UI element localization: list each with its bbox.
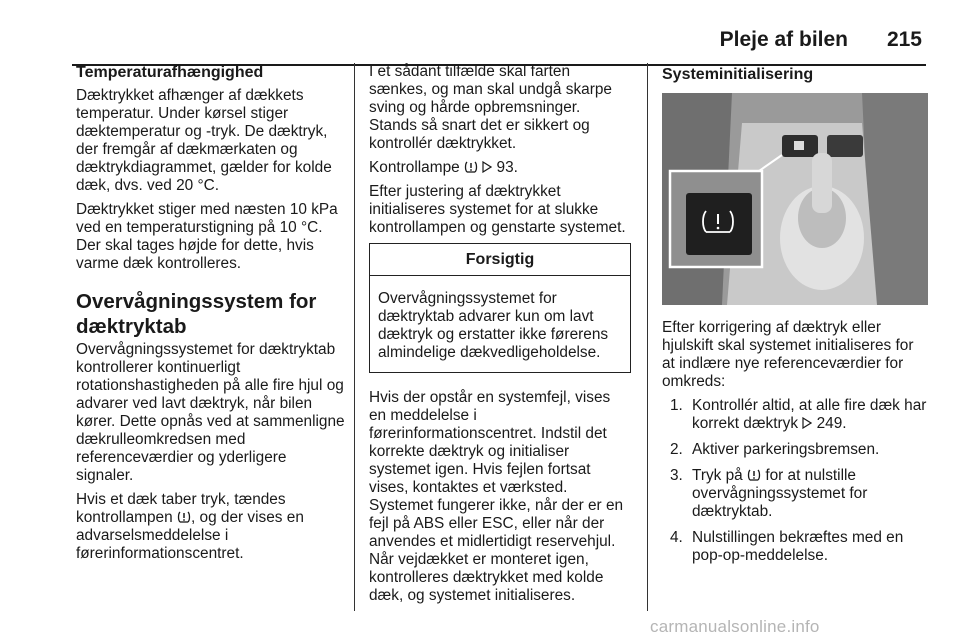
- list-item: 2. Aktiver parkeringsbremsen.: [670, 441, 880, 458]
- page-reference[interactable]: 93.: [496, 159, 518, 176]
- paragraph: Hvis der opstår en systemfejl, vises en meddelelse i førerinformationscentret. Indstil det korrekte dæktryk og initialiser systemet igen. Hvis fejlen fortsat vises, kontaktes et værksted. Systemet fungerer ikke, når der er en fejl på ABS eller ESC, eller når der anvendes et midlertidigt reservehjul. Når vejdækket er monteret igen, kontrolleres dæktrykket med kolde dæk, og systemet initialiseres.: [369, 389, 624, 604]
- caution-text: Overvågningssystemet for dæktryktab advarer kun om lavt dæktryk og erstatter ikke førerens almindelige dækvedligeholdelse.: [378, 290, 609, 361]
- paragraph: Kontrollampe 93.: [369, 159, 518, 176]
- page-reference[interactable]: 249.: [816, 415, 847, 432]
- column-1: [76, 63, 348, 569]
- column-2: [369, 63, 631, 611]
- column-divider-2: [647, 63, 648, 611]
- heading-temperature: Temperaturafhængighed: [76, 64, 264, 81]
- initialization-steps: [662, 397, 928, 565]
- caution-title: Forsigtig: [370, 244, 630, 276]
- page-number: 215: [886, 28, 922, 51]
- page-header: [72, 28, 926, 66]
- tire-pressure-warning-icon: [177, 510, 191, 524]
- list-item: 3. Tryk på for at nulstille overvågningssystemet for dæktryktab.: [670, 467, 868, 520]
- page-title: Pleje af bilen: [719, 28, 848, 51]
- column-3: [662, 63, 928, 573]
- page-reference-arrow-icon[interactable]: [802, 417, 812, 429]
- paragraph: I et sådant tilfælde skal farten sænkes, og man skal undgå skarpe sving og hårde opbremsninger. Stands så snart det er sikkert og kontrollér dæktrykket.: [369, 63, 612, 152]
- caution-box: [369, 243, 631, 373]
- center-console-illustration: [662, 93, 928, 305]
- paragraph: Efter justering af dæktrykket initialiseres systemet for at slukke kontrollampen og genstarte systemet.: [369, 183, 626, 236]
- tire-pressure-warning-icon: [464, 160, 478, 174]
- heading-system-initialization: Systeminitialisering: [662, 66, 814, 83]
- heading-monitoring-system: Overvågningssystem for dæktryktab: [76, 290, 317, 338]
- list-item: 1. Kontrollér altid, at alle fire dæk har korrekt dæktryk 249.: [670, 397, 927, 432]
- paragraph: Efter korrigering af dæktryk eller hjulskift skal systemet initialiseres for at indlære nye referenceværdier for omkreds:: [662, 319, 914, 390]
- watermark: carmanualsonline.info: [650, 617, 820, 636]
- page-reference-arrow-icon[interactable]: [482, 161, 492, 173]
- paragraph: Dæktrykket stiger med næsten 10 kPa ved en temperaturstigning på 10 °C. Der skal tages højde for dette, hvis varme dæk kontrolleres.: [76, 201, 338, 272]
- paragraph: Dæktrykket afhænger af dækkets temperatur. Under kørsel stiger dæktemperatur og -tryk. De dæktryk, der fremgår af dækmærkaten og dæktrykdiagrammet, gælder for kolde dæk, dvs. ved 20 °C.: [76, 87, 332, 194]
- paragraph: Overvågningssystemet for dæktryktab kontrollerer kontinuerligt rotationshastigheden på alle fire hjul og advarer ved lavt dæktryk, når bilen kører. Dette opnås ved at sammenligne dækrulleomkredsen med referenceværdier og yderligere signaler.: [76, 341, 345, 484]
- list-item: 4. Nulstillingen bekræftes med en pop-op-meddelelse.: [670, 529, 904, 564]
- tire-pressure-warning-icon: [747, 468, 761, 482]
- paragraph: Hvis et dæk taber tryk, tændes kontrollampen , og der vises en advarselsmeddelelse i førerinformationscentret.: [76, 491, 304, 562]
- column-divider-1: [354, 63, 355, 611]
